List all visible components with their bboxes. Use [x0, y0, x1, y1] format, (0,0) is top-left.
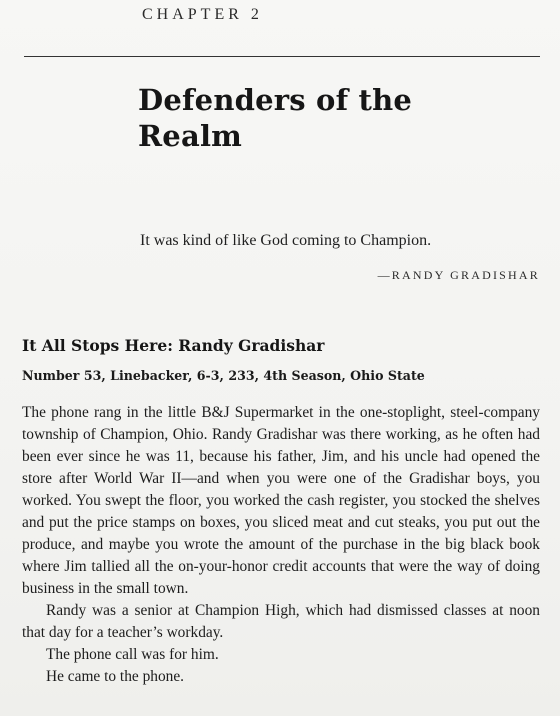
epigraph-quote: It was kind of like God coming to Champion. — [140, 232, 432, 249]
section-subheading: Number 53, Linebacker, 6-3, 233, 4th Season, Ohio State — [22, 368, 425, 383]
section-heading: It All Stops Here: Randy Gradishar — [22, 336, 325, 355]
body-paragraph: The phone call was for him. — [46, 646, 219, 663]
chapter-title: Defenders of the Realm — [138, 83, 413, 153]
body-text — [22, 402, 540, 688]
header-rule — [24, 56, 540, 57]
body-paragraph: Randy was a senior at Champion High, which had dismissed classes at noon that day for a teacher’s workday. — [22, 602, 540, 641]
chapter-label: CHAPTER 2 — [142, 6, 263, 23]
body-paragraph: He came to the phone. — [46, 668, 185, 685]
body-paragraph: The phone rang in the little B&J Supermarket in the one-stoplight, steel-company township of Champion, Ohio. Randy Gradishar was there working, as he often had been ever since he was 11, because his father, Jim, and his uncle had opened the store after World War II—and when you were one of the Gradishar boys, you worked. You swept the floor, you worked the cash register, you stocked the shelves and put the price stamps on boxes, you sliced meat and cut steaks, you put out the produce, and maybe you wrote the amount of the purchase in the big black book where Jim tallied all the on-your-honor credit accounts that were the way of doing business in the small town. — [22, 404, 540, 597]
epigraph-attribution: —RANDY GRADISHAR — [377, 268, 540, 282]
